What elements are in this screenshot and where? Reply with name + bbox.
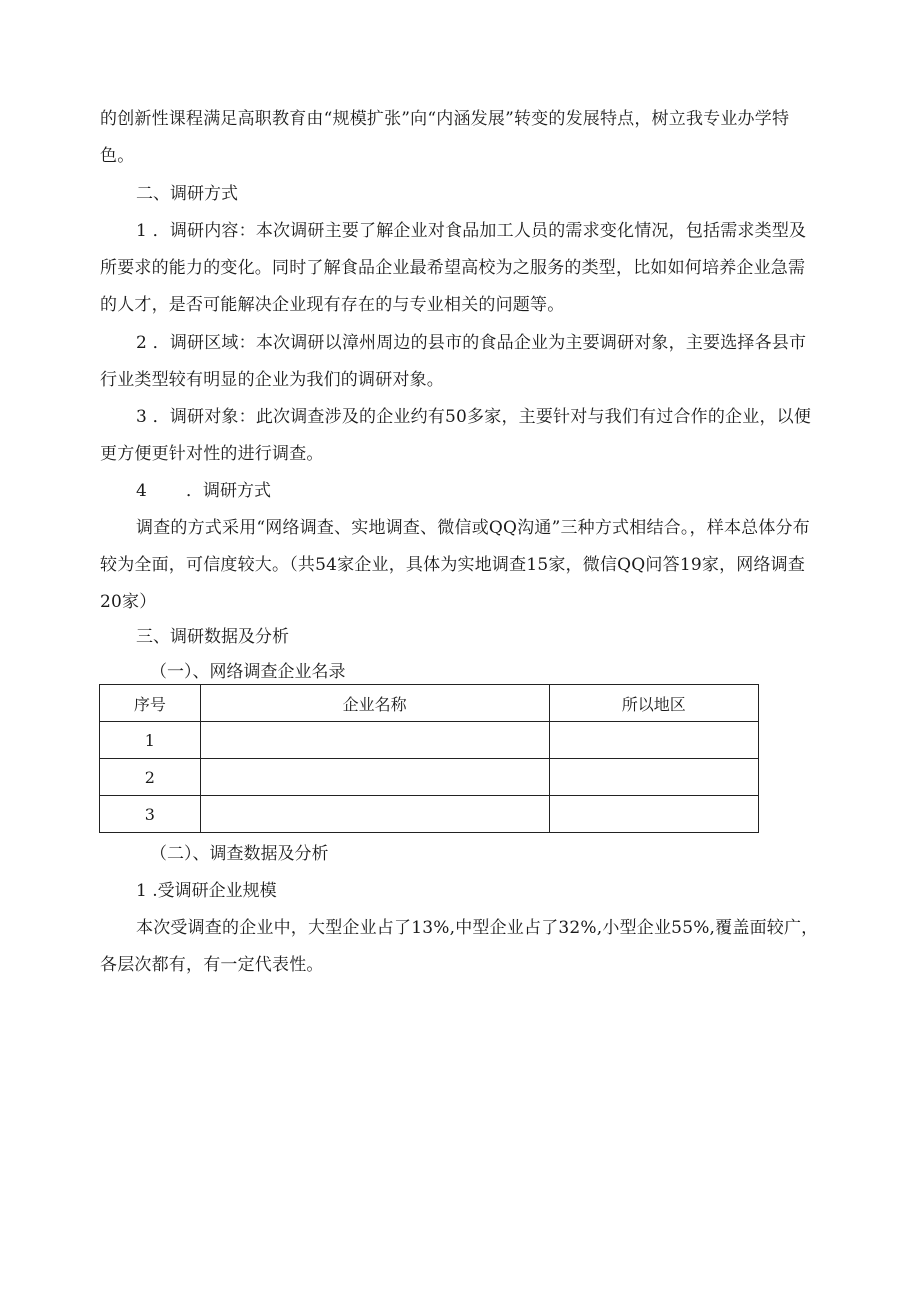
scale-heading: 1 .受调研企业规模 — [136, 881, 277, 901]
item-4-number: 4 — [136, 481, 147, 501]
item-2-paragraph: 2 ．调研区域：本次调研以漳州周边的县市的食品企业为主要调研对象，主要选择各县市行业类型较有明显的企业为我们的调研对象。 — [100, 333, 807, 390]
cell-index: 3 — [100, 796, 201, 833]
item-4-heading — [136, 473, 271, 510]
subsection-1-heading: （一）、网络调查企业名录 — [150, 662, 346, 682]
table-header-row — [100, 685, 759, 722]
subsection-2-heading: （二）、调查数据及分析 — [150, 844, 329, 864]
header-company-name: 企业名称 — [200, 685, 549, 722]
header-index: 序号 — [100, 685, 201, 722]
cell-index: 2 — [100, 759, 201, 796]
section-2-heading: 二、调研方式 — [136, 184, 238, 204]
table-row — [100, 796, 759, 833]
item-1-paragraph: 1 ．调研内容：本次调研主要了解企业对食品加工人员的需求变化情况，包括需求类型及所要求的能力的变化。同时了解食品企业最希望高校为之服务的类型，比如如何培养企业急需的人才，是否可能解决企业现有存在的与专业相关的问题等。 — [100, 221, 807, 315]
table-row — [100, 722, 759, 759]
cell-index: 1 — [100, 722, 201, 759]
intro-paragraph: 的创新性课程满足高职教育由“规模扩张”向“内涵发展”转变的发展特点，树立我专业办学特色。 — [100, 109, 790, 166]
method-paragraph: 调查的方式采用“网络调查、实地调查、微信或QQ沟通”三种方式相结合。，样本总体分布较为全面，可信度较大。（共54家企业，具体为实地调查15家，微信QQ问答19家，网络调查20家） — [100, 518, 810, 612]
cell-region — [549, 796, 758, 833]
cell-company-name — [200, 796, 549, 833]
scale-paragraph: 本次受调查的企业中，大型企业占了13%,中型企业占了32%,小型企业55%,覆盖面较广，各层次都有，有一定代表性。 — [100, 918, 819, 975]
item-4-title: ．调研方式 — [186, 481, 271, 501]
enterprise-table — [99, 684, 759, 833]
item-3-paragraph: 3 ．调研对象：此次调查涉及的企业约有50多家，主要针对与我们有过合作的企业，以便更方便更针对性的进行调查。 — [100, 407, 812, 464]
table-row — [100, 759, 759, 796]
cell-region — [549, 759, 758, 796]
section-3-heading: 三、调研数据及分析 — [136, 627, 289, 647]
cell-region — [549, 722, 758, 759]
cell-company-name — [200, 759, 549, 796]
cell-company-name — [200, 722, 549, 759]
header-region: 所以地区 — [549, 685, 758, 722]
